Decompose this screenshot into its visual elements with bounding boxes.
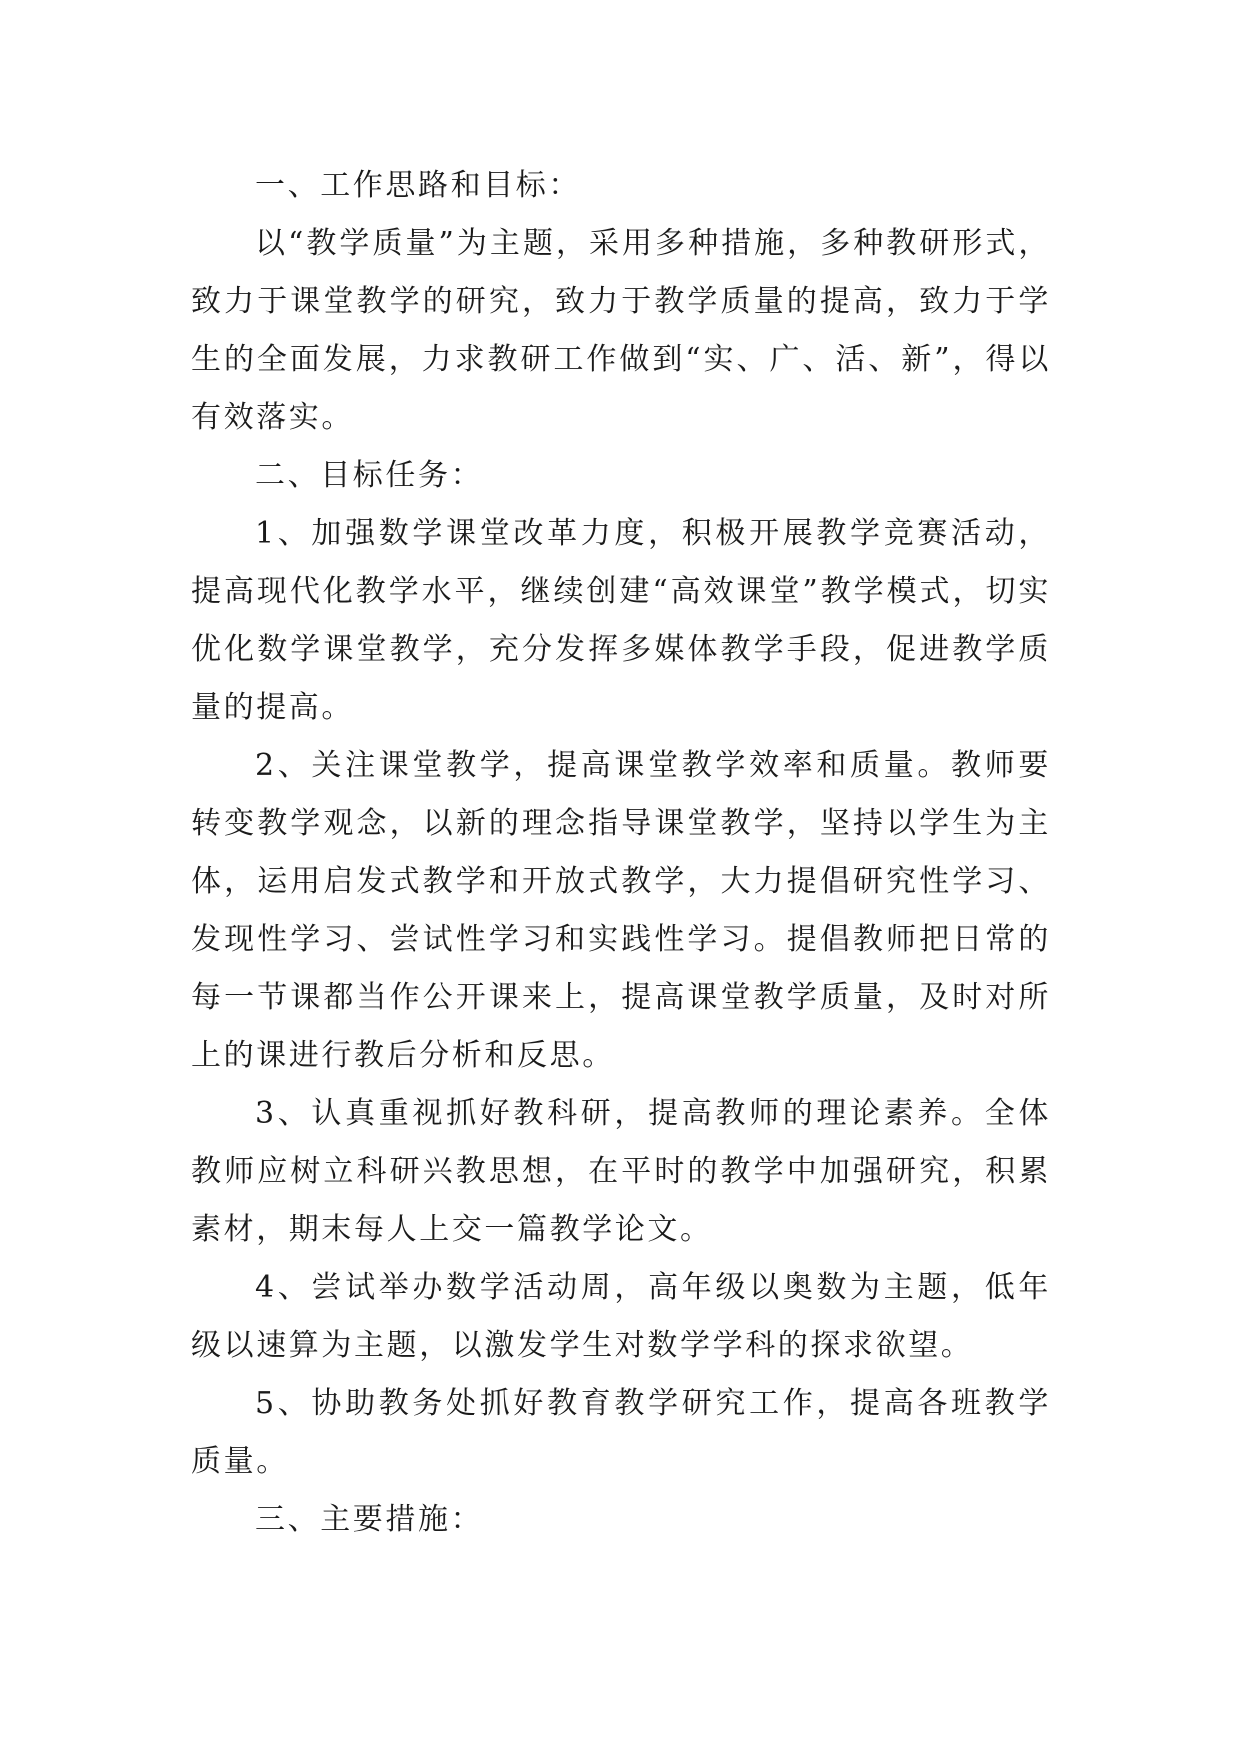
document-body (191, 157, 1051, 1549)
paragraph-task-4: 4、尝试举办数学活动周，高年级以奥数为主题，低年级以速算为主题，以激发学生对数学学科的探求欲望。 (191, 1270, 1051, 1363)
paragraph-task-1: 1、加强数学课堂改革力度，积极开展教学竞赛活动，提高现代化教学水平，继续创建“高效课堂”教学模式，切实优化数学课堂教学，充分发挥多媒体教学手段，促进教学质量的提高。 (191, 516, 1051, 725)
section-heading-2: 二、目标任务： (255, 458, 484, 493)
paragraph-work-approach: 以“教学质量”为主题，采用多种措施，多种教研形式，致力于课堂教学的研究，致力于教学质量的提高，致力于学生的全面发展，力求教研工作做到“实、广、活、新”，得以有效落实。 (191, 226, 1051, 435)
paragraph-task-2: 2、关注课堂教学，提高课堂教学效率和质量。教师要转变教学观念，以新的理念指导课堂教学，坚持以学生为主体，运用启发式教学和开放式教学，大力提倡研究性学习、发现性学习、尝试性学习和实践性学习。提倡教师把日常的每一节课都当作公开课来上，提高课堂教学质量，及时对所上的课进行教后分析和反思。 (191, 748, 1051, 1073)
section-heading-3: 三、主要措施： (255, 1502, 484, 1537)
section-heading-1: 一、工作思路和目标： (255, 168, 581, 203)
paragraph-task-3: 3、认真重视抓好教科研，提高教师的理论素养。全体教师应树立科研兴教思想，在平时的教学中加强研究，积累素材，期末每人上交一篇教学论文。 (191, 1096, 1051, 1247)
paragraph-task-5: 5、协助教务处抓好教育教学研究工作，提高各班教学质量。 (191, 1386, 1051, 1479)
